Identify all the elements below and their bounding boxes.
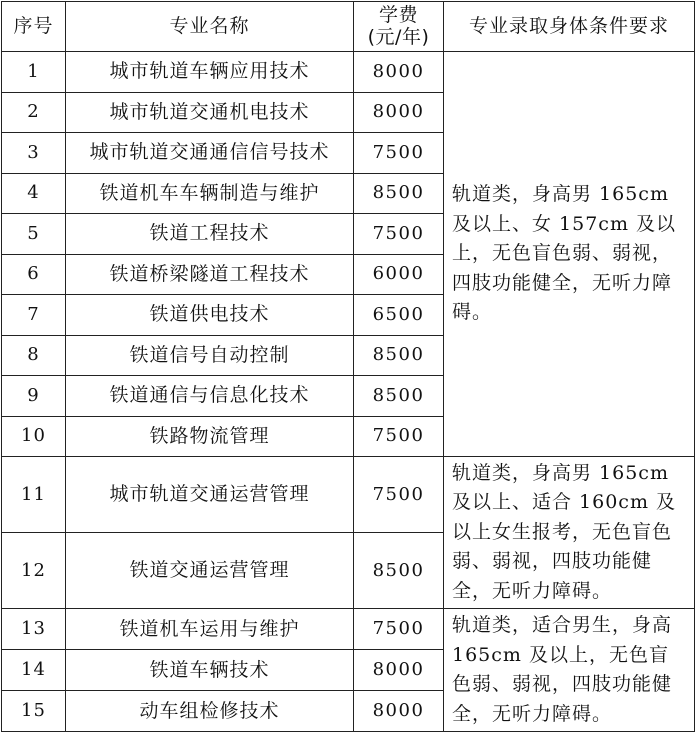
row-index: 14 (2, 650, 66, 691)
header-fee (354, 2, 444, 52)
header-fee-line1: 学费 (378, 3, 418, 26)
row-major: 铁道交通运营管理 (66, 533, 354, 609)
row-major: 铁道供电技术 (66, 295, 354, 336)
row-fee: 8500 (354, 533, 444, 609)
row-fee: 8000 (354, 691, 444, 732)
header-index: 序号 (2, 2, 66, 52)
row-fee: 8500 (354, 335, 444, 376)
row-major: 铁道桥梁隧道工程技术 (66, 254, 354, 295)
document-page (1, 1, 695, 732)
row-fee: 7500 (354, 214, 444, 255)
table-row (2, 52, 695, 93)
requirements-group-3: 轨道类，适合男生，身高 165cm 及以上，无色盲色弱、弱视，四肢功能健全，无听力障碍。 (444, 609, 695, 732)
admission-table (1, 1, 695, 732)
row-index: 15 (2, 691, 66, 732)
row-index: 6 (2, 254, 66, 295)
table-row (2, 609, 695, 650)
row-index: 7 (2, 295, 66, 336)
row-index: 11 (2, 457, 66, 533)
row-fee: 6500 (354, 295, 444, 336)
row-major: 铁路物流管理 (66, 416, 354, 457)
header-major: 专业名称 (66, 2, 354, 52)
header-requirements: 专业录取身体条件要求 (444, 2, 695, 52)
row-major: 城市轨道交通运营管理 (66, 457, 354, 533)
row-major: 城市轨道交通机电技术 (66, 92, 354, 133)
row-major: 铁道车辆技术 (66, 650, 354, 691)
row-fee: 8500 (354, 376, 444, 417)
row-index: 5 (2, 214, 66, 255)
row-fee: 8500 (354, 173, 444, 214)
row-fee: 7500 (354, 457, 444, 533)
row-index: 13 (2, 609, 66, 650)
row-major: 动车组检修技术 (66, 691, 354, 732)
row-fee: 7500 (354, 609, 444, 650)
table-header-row (2, 2, 695, 52)
row-index: 3 (2, 133, 66, 174)
row-major: 城市轨道交通通信信号技术 (66, 133, 354, 174)
row-fee: 6000 (354, 254, 444, 295)
row-major: 铁道机车车辆制造与维护 (66, 173, 354, 214)
row-fee: 8000 (354, 650, 444, 691)
row-fee: 8000 (354, 52, 444, 93)
row-index: 4 (2, 173, 66, 214)
requirements-group-1: 轨道类，身高男 165cm 及以上、女 157cm 及以上，无色盲色弱、弱视，四肢功能健全，无听力障碍。 (444, 52, 695, 457)
row-fee: 7500 (354, 416, 444, 457)
row-index: 2 (2, 92, 66, 133)
table-row (2, 457, 695, 533)
row-index: 8 (2, 335, 66, 376)
row-fee: 7500 (354, 133, 444, 174)
row-major: 铁道通信与信息化技术 (66, 376, 354, 417)
row-index: 10 (2, 416, 66, 457)
row-major: 城市轨道车辆应用技术 (66, 52, 354, 93)
header-fee-line2: (元/年) (367, 25, 430, 48)
row-major: 铁道机车运用与维护 (66, 609, 354, 650)
row-major: 铁道工程技术 (66, 214, 354, 255)
row-fee: 8000 (354, 92, 444, 133)
row-index: 9 (2, 376, 66, 417)
requirements-group-2: 轨道类，身高男 165cm 及以上、适合 160cm 及以上女生报考，无色盲色弱、弱视，四肢功能健全，无听力障碍。 (444, 457, 695, 609)
row-index: 12 (2, 533, 66, 609)
row-major: 铁道信号自动控制 (66, 335, 354, 376)
row-index: 1 (2, 52, 66, 93)
